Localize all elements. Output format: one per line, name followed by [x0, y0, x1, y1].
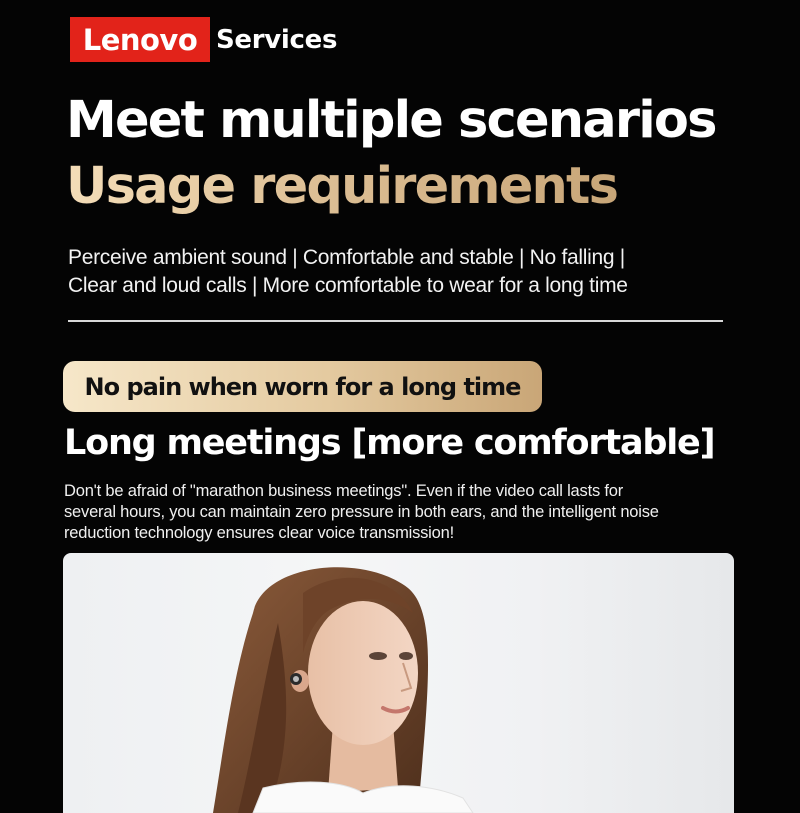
product-photo [63, 553, 734, 813]
description-line-2: several hours, you can maintain zero pressure in both ears, and the intelligent noise [64, 503, 659, 521]
divider [68, 320, 723, 322]
services-label: Services [216, 24, 338, 55]
section-description [64, 481, 744, 544]
headline-line-2: Usage requirements [66, 157, 618, 216]
feature-line-1: Perceive ambient sound | Comfortable and stable | No falling | [68, 246, 625, 269]
comfort-badge [63, 361, 542, 412]
section-title: Long meetings [more comfortable] [64, 423, 715, 463]
logo-text: Lenovo [82, 22, 198, 57]
description-line-3: reduction technology ensures clear voice transmission! [64, 524, 454, 542]
woman-wearing-earbud-illustration [63, 553, 734, 813]
description-line-1: Don't be afraid of "marathon business meetings". Even if the video call lasts for [64, 482, 624, 500]
brand-header [70, 17, 337, 62]
headline-line-1: Meet multiple scenarios [66, 91, 716, 150]
badge-label: No pain when worn for a long time [84, 372, 521, 401]
feature-list [68, 244, 748, 300]
feature-line-2: Clear and loud calls | More comfortable to wear for a long time [68, 274, 628, 297]
lenovo-logo [70, 17, 210, 62]
